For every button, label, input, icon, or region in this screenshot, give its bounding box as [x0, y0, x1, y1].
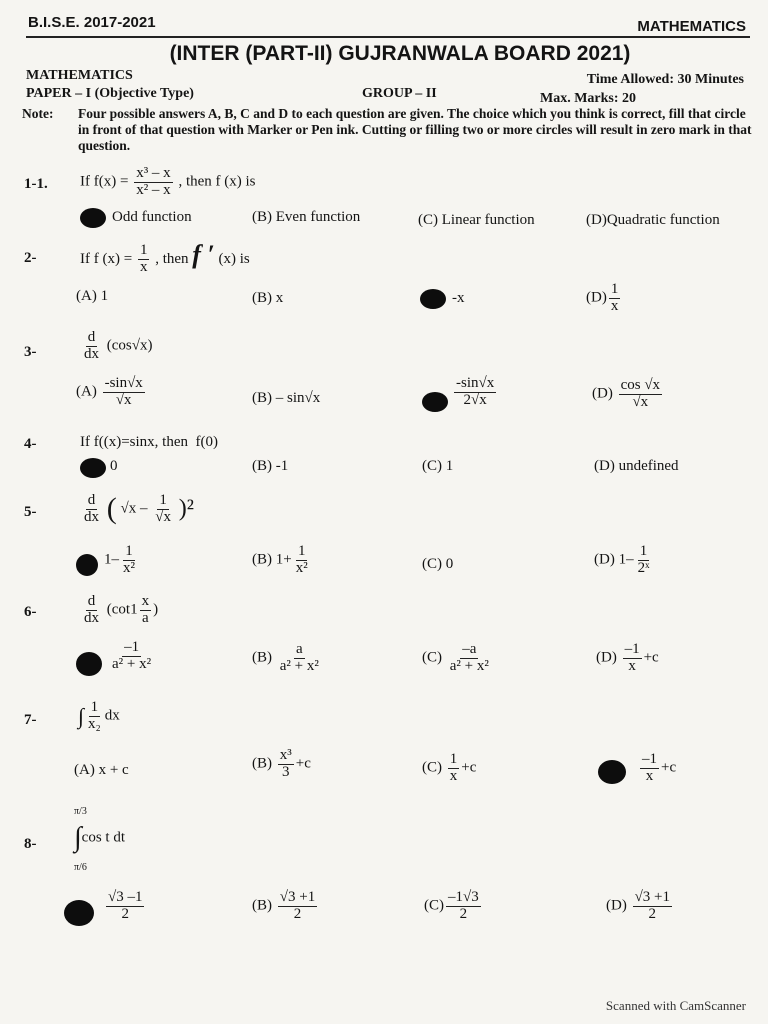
option-label: (C): [422, 759, 442, 776]
fraction-numerator: x: [141, 593, 150, 609]
option-fraction: [110, 640, 153, 673]
option-label: (C): [422, 458, 442, 474]
option-label: (B): [252, 390, 272, 406]
option-d[interactable]: [596, 642, 659, 675]
option-b[interactable]: [252, 544, 312, 577]
option-a[interactable]: [108, 640, 155, 673]
subject-label: MATHEMATICS: [26, 68, 133, 83]
option-text: 1+: [275, 551, 292, 568]
integral-upper-limit: π/3: [74, 806, 87, 817]
option-fraction: [446, 890, 481, 923]
filled-answer-bubble[interactable]: [420, 289, 446, 309]
fraction-denominator: 2: [121, 905, 129, 922]
stem-text: cos t dt: [81, 829, 126, 846]
integral-sign: ∫: [78, 703, 85, 729]
subject-header: MATHEMATICS: [637, 18, 746, 35]
fraction-numerator: 1: [610, 281, 619, 297]
fraction-denominator: 3: [282, 763, 290, 780]
option-d[interactable]: [638, 752, 676, 785]
option-label: (B): [252, 209, 272, 225]
option-a[interactable]: [110, 458, 118, 475]
option-text: +c: [643, 649, 659, 666]
option-text: 1–: [618, 551, 634, 568]
option-d[interactable]: [586, 282, 622, 315]
fraction-denominator: x₂: [88, 715, 101, 732]
fraction-numerator: 1: [139, 242, 148, 259]
option-fraction: [278, 890, 317, 923]
option-fraction: [623, 642, 642, 675]
integral-lower-limit: π/6: [74, 862, 87, 873]
option-c[interactable]: [422, 752, 476, 785]
option-label: (D): [586, 212, 607, 228]
option-text: Odd function: [112, 209, 192, 225]
option-text: 1–: [104, 551, 119, 568]
question-stem: [80, 594, 158, 627]
option-text: +c: [661, 759, 677, 776]
question-number: 7-: [24, 712, 37, 728]
option-text: Linear function: [441, 212, 535, 228]
option-text: – sin√x: [275, 390, 321, 406]
option-label: (D): [592, 385, 613, 402]
stem-text: √x –: [120, 500, 148, 517]
stem-fraction: [134, 166, 173, 199]
option-label: (C): [424, 897, 444, 914]
stem-fraction: [86, 700, 103, 733]
fraction-denominator: dx: [84, 609, 99, 626]
option-b[interactable]: [252, 748, 311, 781]
stem-fraction: [82, 330, 101, 363]
filled-answer-bubble[interactable]: [80, 208, 106, 228]
fraction-numerator: a: [295, 641, 303, 657]
fraction-numerator: d: [87, 491, 96, 508]
filled-answer-bubble[interactable]: [76, 554, 98, 576]
question-number: 4-: [24, 436, 37, 452]
option-label: (B): [252, 551, 272, 568]
stem-text: f(0): [195, 434, 219, 450]
handwritten-f-prime: f ′: [192, 240, 215, 269]
option-b[interactable]: [252, 390, 320, 407]
option-b[interactable]: [252, 458, 288, 475]
fraction-denominator: 2: [459, 905, 468, 922]
stem-fraction: [82, 594, 101, 627]
option-label: (B): [252, 290, 272, 306]
option-label: (C): [418, 212, 438, 228]
fraction-denominator: √x: [155, 508, 171, 525]
option-label: (B): [252, 755, 272, 772]
option-c[interactable]: [452, 290, 465, 307]
filled-answer-bubble[interactable]: [76, 652, 102, 676]
stem-text: (x) is: [218, 251, 250, 267]
option-fraction: [278, 748, 294, 781]
fraction-numerator: 1: [449, 751, 458, 767]
option-text: -1: [275, 458, 289, 474]
question-number: 5-: [24, 504, 37, 520]
fraction-numerator: x³: [279, 747, 292, 763]
option-label: (A): [76, 383, 97, 400]
fraction-denominator: 2: [648, 905, 657, 922]
question-stem: [78, 700, 120, 733]
fraction-numerator: –1: [124, 639, 140, 655]
fraction-denominator: √x: [115, 391, 132, 408]
fraction-denominator: a² + x²: [112, 655, 152, 672]
option-text: x: [275, 290, 284, 306]
option-fraction: [106, 890, 144, 923]
stem-text: ): [153, 601, 159, 618]
option-fraction: [103, 376, 145, 409]
question-number: 8-: [24, 836, 37, 852]
stem-text: If f (x) =: [80, 251, 133, 267]
fraction-denominator: 2ˣ: [637, 559, 650, 576]
option-b[interactable]: [252, 890, 319, 923]
option-d[interactable]: [592, 378, 664, 411]
stem-text: , then f (x) is: [178, 173, 256, 190]
fraction-numerator: –1: [642, 751, 657, 767]
fraction-denominator: x: [139, 259, 148, 276]
fraction-denominator: x²: [123, 559, 135, 576]
question-stem: [80, 166, 256, 199]
fraction-denominator: x: [628, 657, 636, 674]
scanner-watermark: Scanned with CamScanner: [605, 998, 746, 1013]
option-fraction: [448, 752, 460, 785]
option-label: (D): [594, 458, 615, 474]
instructions-note: [22, 106, 752, 154]
option-text: Even function: [275, 209, 361, 225]
stem-text: (cot1: [106, 601, 138, 618]
open-paren: (: [106, 492, 117, 525]
fraction-denominator: 2√x: [463, 391, 487, 408]
option-b[interactable]: [252, 290, 283, 307]
filled-answer-bubble[interactable]: [64, 900, 94, 926]
option-c[interactable]: [422, 556, 453, 573]
option-a[interactable]: [112, 209, 192, 226]
filled-answer-bubble[interactable]: [80, 458, 106, 478]
question-stem: [74, 822, 125, 854]
stem-text: , then: [155, 251, 189, 267]
question-stem: [80, 492, 194, 526]
note-text: Four possible answers A, B, C and D to each question are given. The choice which you think is correct, fill that circle in front of that question with Marker or Pen ink. Cutting or filling two or more circles will result in zero mark in that question.: [78, 106, 752, 153]
fraction-numerator: √3 +1: [279, 889, 316, 905]
option-c[interactable]: [422, 458, 453, 475]
fraction-denominator: x: [449, 767, 458, 784]
fraction-denominator: dx: [84, 508, 99, 525]
fraction-numerator: d: [87, 593, 96, 609]
option-label: (C): [422, 556, 442, 572]
question-stem: [80, 434, 218, 451]
stem-fraction: [138, 243, 150, 276]
fraction-numerator: -sin√x: [104, 375, 143, 391]
option-a[interactable]: [74, 762, 129, 779]
option-d[interactable]: [586, 212, 720, 229]
fraction-numerator: x³ – x: [136, 165, 171, 181]
option-label: (A): [76, 288, 97, 304]
stem-text: dx: [104, 707, 120, 724]
option-label: (B): [252, 649, 272, 666]
option-c[interactable]: [418, 212, 535, 229]
option-fraction: [278, 642, 321, 675]
option-fraction: [121, 544, 137, 577]
fraction-numerator: √3 –1: [108, 889, 143, 905]
option-text: 1: [100, 288, 109, 304]
option-b[interactable]: [252, 209, 360, 226]
option-label: (B): [252, 458, 272, 474]
fraction-numerator: -sin√x: [456, 375, 495, 391]
fraction-numerator: cos √x: [620, 377, 661, 393]
option-b[interactable]: [252, 642, 323, 675]
fraction-numerator: 1: [639, 543, 648, 559]
option-c[interactable]: [422, 642, 493, 675]
option-fraction: [633, 890, 672, 923]
filled-answer-bubble[interactable]: [598, 760, 626, 784]
max-marks: Max. Marks: 20: [540, 91, 637, 106]
option-d[interactable]: [594, 458, 679, 475]
option-label: (C): [422, 649, 442, 666]
option-label: (D): [594, 551, 615, 568]
fraction-denominator: x²: [295, 559, 308, 576]
close-paren-squared: )²: [178, 495, 194, 522]
option-label: (A): [74, 762, 95, 778]
option-fraction: [454, 376, 496, 409]
fraction-numerator: d: [87, 329, 96, 345]
question-number: 2-: [24, 250, 37, 266]
note-label: Note:: [22, 106, 54, 121]
stem-text: (cos√x): [106, 337, 153, 354]
option-c[interactable]: [452, 376, 498, 409]
filled-answer-bubble[interactable]: [422, 392, 448, 412]
option-fraction: [640, 752, 659, 785]
integral-sign: ∫: [74, 822, 82, 853]
option-text: +c: [461, 759, 477, 776]
question-stem: [80, 240, 250, 276]
option-text: Quadratic function: [606, 212, 720, 228]
fraction-denominator: x: [645, 767, 654, 784]
question-number: 6-: [24, 604, 37, 620]
fraction-numerator: –1√3: [448, 889, 479, 905]
paper-label: PAPER – I (Objective Type): [26, 86, 194, 101]
question-stem: [80, 330, 152, 363]
fraction-numerator: 1: [159, 491, 167, 508]
option-fraction: [609, 282, 621, 315]
fraction-denominator: x: [610, 297, 619, 314]
option-d[interactable]: [594, 544, 653, 577]
option-text: x + c: [98, 762, 129, 778]
option-text: 0: [445, 556, 454, 572]
fraction-denominator: a² + x²: [449, 657, 489, 674]
time-allowed: Time Allowed: 30 Minutes: [586, 72, 744, 87]
fraction-denominator: dx: [84, 345, 99, 362]
board-years: B.I.S.E. 2017-2021: [28, 14, 156, 31]
stem-text: If f(x) =: [80, 173, 129, 190]
option-d[interactable]: [606, 890, 674, 923]
fraction-numerator: 1: [125, 543, 133, 559]
fraction-numerator: –a: [462, 641, 477, 657]
stem-fraction: [153, 493, 173, 526]
fraction-denominator: √x: [632, 393, 649, 410]
fraction-numerator: 1: [90, 699, 99, 715]
option-fraction: [636, 544, 652, 577]
option-fraction: [619, 378, 662, 411]
option-label: (D): [586, 289, 607, 306]
option-label: (B): [252, 897, 272, 914]
option-label: (D): [596, 649, 617, 666]
option-text: 0: [110, 458, 118, 474]
option-c[interactable]: [424, 890, 483, 923]
paper-title: (INTER (PART-II) GUJRANWALA BOARD 2021): [169, 42, 631, 65]
stem-fraction: [140, 594, 152, 627]
option-label: (D): [606, 897, 627, 914]
stem-fraction: [82, 493, 101, 526]
header-divider: [26, 36, 750, 38]
question-number: 1-1.: [24, 176, 48, 192]
fraction-numerator: √3 +1: [634, 889, 671, 905]
fraction-numerator: 1: [297, 543, 306, 559]
fraction-denominator: a² + x²: [279, 657, 319, 674]
fraction-denominator: x² – x: [136, 181, 171, 198]
question-number: 3-: [24, 344, 37, 360]
group-label: GROUP – II: [362, 86, 437, 101]
option-text: +c: [295, 755, 311, 772]
option-fraction: [448, 642, 491, 675]
option-text: -x: [452, 290, 465, 306]
stem-text: If f((x)=sinx, then: [80, 434, 189, 450]
option-fraction: [294, 544, 310, 577]
option-text: 1: [445, 458, 454, 474]
fraction-numerator: –1: [624, 641, 640, 657]
fraction-denominator: a: [141, 609, 149, 626]
fraction-denominator: 2: [293, 905, 302, 922]
option-a[interactable]: [104, 544, 139, 577]
option-a[interactable]: [76, 376, 147, 409]
option-a[interactable]: [76, 288, 108, 305]
option-a[interactable]: [104, 890, 146, 923]
option-text: undefined: [618, 458, 679, 474]
